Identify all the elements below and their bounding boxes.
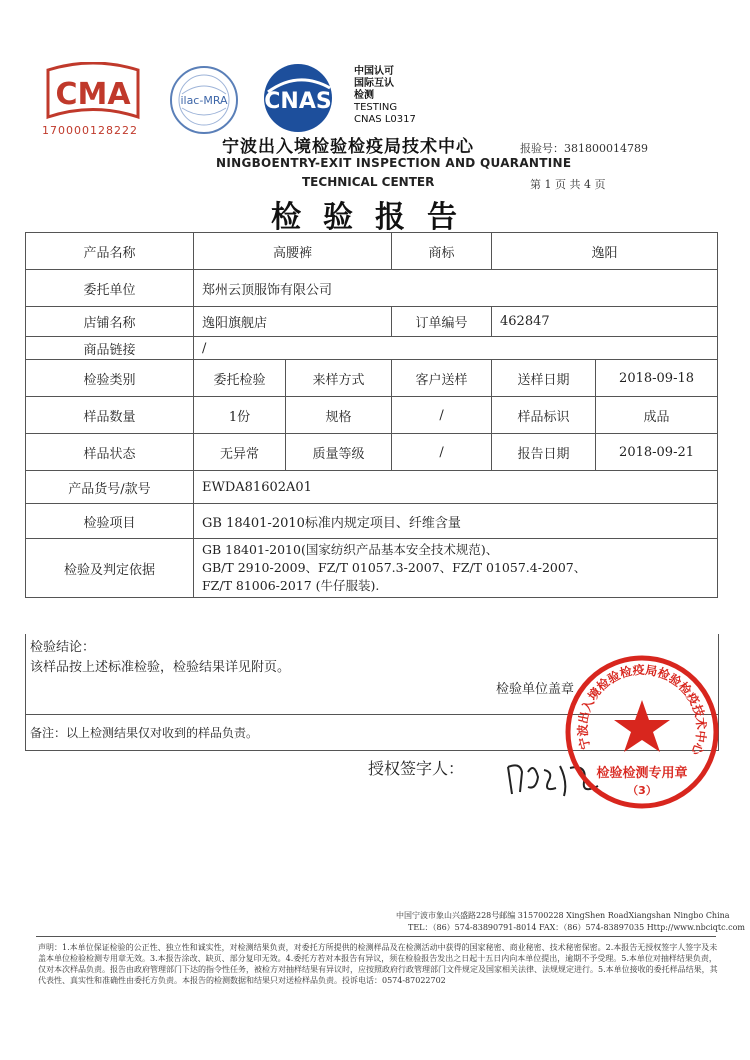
trademark-label: 商标	[392, 233, 492, 270]
conclusion-text: 该样品按上述标准检验，检验结果详见附页。	[30, 660, 291, 675]
sampling-label: 来样方式	[286, 360, 392, 397]
seal-bottom-text: 检验检测专用章	[596, 766, 688, 781]
send-date-label: 送样日期	[492, 360, 596, 397]
seal-number: （3）	[627, 784, 657, 797]
link-label: 商品链接	[26, 337, 194, 360]
remark-text: 备注：以上检测结果仅对收到的样品负责。	[30, 726, 259, 740]
table-row	[26, 434, 718, 471]
category-label: 检验类别	[26, 360, 194, 397]
product-name: 高腰裤	[194, 233, 392, 270]
cma-number: 170000128222	[42, 124, 138, 137]
spec: /	[392, 397, 492, 434]
report-date: 2018-09-21	[596, 434, 718, 471]
inspection-seal	[562, 652, 722, 812]
grade-label: 质量等级	[286, 434, 392, 471]
product-link: /	[194, 337, 718, 360]
page-info: 第 1 页 共 4 页	[530, 178, 606, 191]
cnas-logo	[248, 62, 348, 134]
center-name-en-2: TECHNICAL CENTER	[302, 175, 435, 189]
cma-logo	[38, 62, 148, 132]
report-table	[25, 232, 718, 598]
table-row	[26, 471, 718, 504]
cnas-cn-line-1: 中国认可	[354, 66, 394, 77]
report-number: 报验号：381800014789	[520, 142, 648, 155]
client-label: 委托单位	[26, 270, 194, 307]
footer-tel: TEL：（86）574-83890791-8014 FAX：（86）574-83897035 Http://www.nbciqtc.com	[408, 923, 746, 932]
sampling: 客户送样	[392, 360, 492, 397]
signer-label: 授权签字人：	[368, 759, 465, 778]
report-date-label: 报告日期	[492, 434, 596, 471]
footer-address: 中国宁波市象山兴盛路228号邮编 315700228 XingShen RoadXiangshan Ningbo China	[396, 911, 730, 920]
conclusion-label: 检验结论：	[30, 640, 96, 655]
basis-line-3: FZ/T 81006-2017 (牛仔服装).	[202, 578, 380, 593]
trademark: 逸阳	[492, 233, 718, 270]
category: 委托检验	[194, 360, 286, 397]
stamp-note: 检验单位盖章	[496, 682, 575, 697]
order-number: 462847	[492, 307, 718, 337]
ilac-mra-logo	[168, 64, 240, 136]
table-row	[26, 307, 718, 337]
send-date: 2018-09-18	[596, 360, 718, 397]
table-row	[26, 270, 718, 307]
cnas-mark: CNAS	[264, 89, 332, 114]
cnas-cn-line-2: 国际互认	[354, 78, 394, 89]
shop: 逸阳旗舰店	[194, 307, 392, 337]
product-name-label: 产品名称	[26, 233, 194, 270]
client: 郑州云顶服饰有限公司	[194, 270, 718, 307]
basis-line-1: GB 18401-2010(国家纺织产品基本安全技术规范)、	[202, 542, 499, 557]
basis-line-2: GB/T 2910-2009、FZ/T 01057.3-2007、FZ/T 01057.4-2007、	[202, 560, 587, 575]
table-row	[26, 360, 718, 397]
cnas-testing: TESTING	[354, 102, 398, 113]
cnas-text	[354, 66, 434, 126]
item-no: EWDA81602A01	[194, 471, 718, 504]
sample-mark: 成品	[596, 397, 718, 434]
state-label: 样品状态	[26, 434, 194, 471]
seal-ring-text: 宁波出入境检验检疫局检验检疫技术中心	[575, 662, 709, 758]
sample-mark-label: 样品标识	[492, 397, 596, 434]
basis-label: 检验及判定依据	[26, 539, 194, 598]
center-name-en-1: NINGBOENTRY-EXIT INSPECTION AND QUARANTINE	[216, 156, 572, 170]
footer-disclaimer: 声明：1.本单位保证检验的公正性、独立性和诚实性，对检测结果负责，对委托方所提供的检测样品及在检测活动中获得的国家秘密、商业秘密、技术秘密保密。2.本报告无授权签字人签字及未盖本单位检验检测专用章无效。3.本报告涂改、缺页、部分复印无效。4.委托方若对本报告有异议，须在检验报告发出之日起十五日内向本单位提出，逾期不予受理。5.本单位对抽样结果负责，仅对本次样品负责。报告由政府管理部门下达的指令性任务，被检方对抽样结果有异议时，应按照政府行政管理部门文件规定及国家相关法律、法规规定进行。5.本单位接收的委托样品结果，其代表性、真实性和准确性由委托方负责。本报告的检测数据和结果只对送检样品负责。投诉电话：0574-87022702	[38, 943, 718, 985]
svg-text:CMA: CMA	[55, 77, 131, 112]
item-no-label: 产品货号/款号	[26, 471, 194, 504]
table-row	[26, 397, 718, 434]
spec-label: 规格	[286, 397, 392, 434]
report-title: 检验报告	[271, 200, 479, 235]
table-row	[26, 539, 718, 598]
order-label: 订单编号	[392, 307, 492, 337]
table-row	[26, 504, 718, 539]
test-items: GB 18401-2010标准内规定项目、纤维含量	[194, 504, 718, 539]
cnas-code: CNAS L0317	[354, 114, 416, 125]
table-row	[26, 337, 718, 360]
test-items-label: 检验项目	[26, 504, 194, 539]
footer-divider	[36, 936, 716, 937]
ilac-text: ilac-MRA	[180, 94, 228, 107]
cnas-cn-line-3: 检测	[354, 90, 374, 101]
quantity: 1份	[194, 397, 286, 434]
quantity-label: 样品数量	[26, 397, 194, 434]
state: 无异常	[194, 434, 286, 471]
basis	[194, 539, 718, 598]
shop-label: 店铺名称	[26, 307, 194, 337]
grade: /	[392, 434, 492, 471]
center-name-cn: 宁波出入境检验检疫局技术中心	[222, 137, 474, 157]
table-row	[26, 233, 718, 270]
